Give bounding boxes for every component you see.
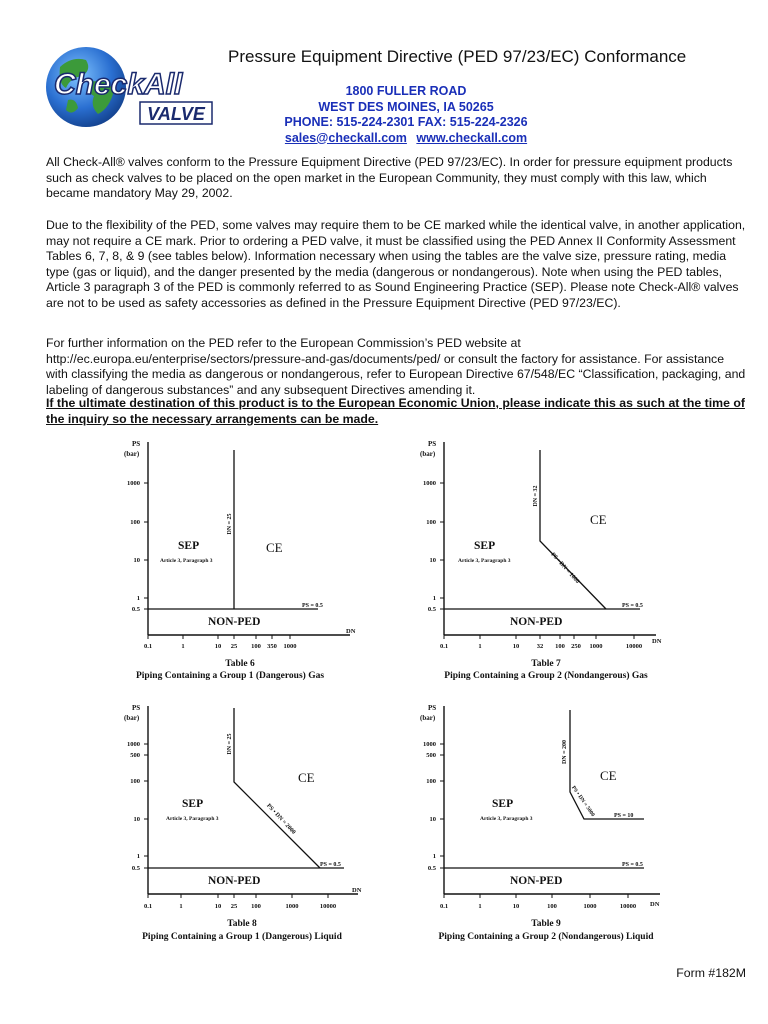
x-tick-label: 350 bbox=[267, 643, 277, 650]
boundary-label-ps: PS = 0.5 bbox=[622, 603, 643, 609]
y-tick-label: 1 bbox=[136, 595, 140, 602]
x-tick-label: 100 bbox=[555, 643, 565, 650]
email-link[interactable]: sales@checkall.com bbox=[284, 130, 407, 145]
region-nonped-label: NON-PED bbox=[208, 616, 261, 628]
logo-check-text: Check bbox=[54, 68, 145, 101]
x-tick-label: 10000 bbox=[619, 903, 637, 910]
x-tick-label: 250 bbox=[571, 643, 581, 650]
y-axis-label-ps: PS bbox=[132, 440, 141, 448]
boundary-lines bbox=[148, 708, 344, 868]
x-axis-label: DN bbox=[352, 887, 362, 894]
chart-subtitle: Piping Containing a Group 1 (Dangerous) Liquid bbox=[142, 932, 342, 942]
y-tick-label: 10 bbox=[133, 557, 140, 564]
y-tick-label: 500 bbox=[130, 752, 140, 759]
x-axis-label: DN bbox=[652, 638, 662, 645]
x-tick-label: 1000 bbox=[283, 643, 297, 650]
y-axis-label-bar: (bar) bbox=[420, 714, 436, 722]
x-tick-label: 1 bbox=[478, 643, 482, 650]
region-sep-label: SEP bbox=[178, 540, 200, 552]
x-tick-label: 1000 bbox=[285, 903, 299, 910]
chart-table-6 bbox=[100, 432, 370, 684]
ce-mark: CE bbox=[590, 512, 607, 527]
region-nonped-label: NON-PED bbox=[510, 616, 563, 628]
region-sep-label: SEP bbox=[492, 798, 514, 810]
boundary-label-ps: PS = 0.5 bbox=[302, 603, 323, 609]
x-tick-label: 32 bbox=[536, 643, 544, 650]
x-tick-label: 10 bbox=[512, 643, 520, 650]
boundary-label-ps: PS = 0.5 bbox=[320, 862, 341, 868]
x-tick-label: 1000 bbox=[583, 903, 597, 910]
chart-subtitle: Piping Containing a Group 1 (Dangerous) Gas bbox=[135, 671, 325, 681]
y-tick-label: 0.5 bbox=[131, 606, 140, 613]
x-tick-label: 1 bbox=[181, 643, 185, 650]
y-tick-label: 10 bbox=[429, 557, 436, 564]
region-sep-sublabel: Article 3, Paragraph 3 bbox=[166, 816, 219, 822]
address-block bbox=[256, 84, 556, 146]
chart-title: Table 8 bbox=[227, 919, 257, 929]
region-sep-sublabel: Article 3, Paragraph 3 bbox=[160, 558, 213, 564]
ce-mark: CE bbox=[266, 540, 283, 555]
region-sep-label: SEP bbox=[474, 540, 496, 552]
y-axis-label-bar: (bar) bbox=[124, 714, 140, 722]
x-tick-label: 25 bbox=[230, 643, 238, 650]
x-tick-label: 1000 bbox=[589, 643, 603, 650]
boundary-label-psdn: PS • DN = 2000 bbox=[265, 802, 297, 836]
website-link[interactable]: www.checkall.com bbox=[416, 130, 528, 145]
x-tick-label: 100 bbox=[251, 643, 261, 650]
x-tick-label: 1 bbox=[179, 903, 183, 910]
chart-subtitle: Piping Containing a Group 2 (Nondangerous) Liquid bbox=[438, 932, 654, 942]
region-nonped-label: NON-PED bbox=[208, 875, 261, 887]
x-tick-label: 1 bbox=[478, 903, 482, 910]
x-axis-label: DN bbox=[346, 628, 356, 635]
y-tick-label: 100 bbox=[130, 778, 140, 785]
y-axis-label-ps: PS bbox=[428, 440, 437, 448]
x-tick-label: 10000 bbox=[319, 903, 337, 910]
boundary-lines bbox=[444, 450, 640, 609]
region-sep-sublabel: Article 3, Paragraph 3 bbox=[480, 816, 533, 822]
y-axis-label-bar: (bar) bbox=[124, 450, 140, 458]
logo-all-text: All bbox=[144, 68, 183, 101]
chart-title: Table 6 bbox=[225, 659, 255, 669]
y-tick-label: 1000 bbox=[127, 480, 140, 487]
boundary-label-dn: DN = 32 bbox=[533, 485, 539, 507]
ce-mark: CE bbox=[600, 768, 617, 783]
boundary-label-dn: DN = 25 bbox=[227, 513, 233, 535]
destination-notice: If the ultimate destination of this product is to the European Economic Union, please indicate this as such at the time of the inquiry so the necessary arrangements can be made. bbox=[46, 396, 745, 426]
x-tick-label: 10 bbox=[512, 903, 520, 910]
region-sep-label: SEP bbox=[182, 798, 204, 810]
boundary-label-dn: DN = 200 bbox=[562, 739, 568, 765]
phone-fax: PHONE: 515-224-2301 FAX: 515-224-2326 bbox=[284, 115, 528, 129]
chart-table-8 bbox=[100, 698, 370, 946]
boundary-label-psdn: PS • DN = 1000 bbox=[549, 551, 581, 585]
x-tick-label: 10 bbox=[214, 643, 222, 650]
boundary-label-dn: DN = 25 bbox=[227, 733, 233, 755]
y-tick-label: 1000 bbox=[423, 480, 436, 487]
x-tick-label: 100 bbox=[547, 903, 557, 910]
y-tick-label: 0.5 bbox=[131, 865, 140, 872]
checkall-logo bbox=[40, 42, 215, 132]
chart-table-7 bbox=[400, 432, 680, 684]
page-title: Pressure Equipment Directive (PED 97/23/EC) Conformance bbox=[228, 47, 687, 66]
x-tick-label: 10000 bbox=[625, 643, 643, 650]
y-tick-label: 0.5 bbox=[427, 606, 436, 613]
y-axis-label-ps: PS bbox=[428, 704, 437, 712]
y-tick-label: 1000 bbox=[423, 741, 436, 748]
y-tick-label: 100 bbox=[426, 778, 436, 785]
x-tick-label: 10 bbox=[214, 903, 222, 910]
y-tick-label: 0.5 bbox=[427, 865, 436, 872]
y-tick-label: 1 bbox=[432, 853, 436, 860]
further-info-paragraph: For further information on the PED refer to the European Commission’s PED website at http://ec.europa.eu/enterprise/sectors/pressure-and-gas/documents/ped/ or consult the factory for assistance. For assistance with classifying the media as dangerous or nondangerous, refer to European Directive 67/548/EC “Classification, packaging, and labeling of dangerous substances” and any subsequent Directives amending it. bbox=[46, 336, 746, 397]
boundary-label-ps: PS = 0.5 bbox=[622, 862, 643, 868]
logo-valve-text: VALVE bbox=[147, 104, 205, 124]
address-street: 1800 FULLER ROAD bbox=[345, 84, 467, 98]
region-sep-sublabel: Article 3, Paragraph 3 bbox=[458, 558, 511, 564]
address-city: WEST DES MOINES, IA 50265 bbox=[318, 99, 494, 114]
boundary-label-ps10: PS = 10 bbox=[614, 813, 634, 819]
x-tick-label: 0.1 bbox=[143, 643, 153, 650]
form-number: Form #182M bbox=[676, 966, 746, 980]
y-tick-label: 10 bbox=[133, 816, 140, 823]
y-tick-label: 10 bbox=[429, 816, 436, 823]
boundary-lines bbox=[444, 710, 644, 868]
chart-title: Table 7 bbox=[531, 659, 561, 669]
y-axis-label-bar: (bar) bbox=[420, 450, 436, 458]
y-axis-label-ps: PS bbox=[132, 704, 141, 712]
x-tick-label: 100 bbox=[251, 903, 261, 910]
ce-mark: CE bbox=[298, 770, 315, 785]
x-tick-label: 0.1 bbox=[143, 903, 153, 910]
y-tick-label: 1 bbox=[432, 595, 436, 602]
region-nonped-label: NON-PED bbox=[510, 875, 563, 887]
x-tick-label: 25 bbox=[230, 903, 238, 910]
contact-links bbox=[256, 131, 556, 147]
intro-paragraph: All Check-All® valves conform to the Pressure Equipment Directive (PED 97/23/EC). In order for pressure equipment products such as check valves to be placed on the open market in the European Community, they must comply with this law, which became mandatory May 29, 2002. bbox=[46, 155, 733, 201]
y-tick-label: 1 bbox=[136, 853, 140, 860]
y-tick-label: 100 bbox=[130, 519, 140, 526]
chart-subtitle: Piping Containing a Group 2 (Nondangerous) Gas bbox=[444, 671, 648, 681]
y-tick-label: 1000 bbox=[127, 741, 140, 748]
boundary-lines bbox=[148, 450, 318, 609]
boundary-label-psdn: PS • DN = 5000 bbox=[570, 784, 596, 818]
flexibility-paragraph: Due to the flexibility of the PED, some valves may require them to be CE marked while the identical valve, in another application, may not require a CE mark. Prior to ordering a PED valve, it must be classified using the PED Annex II Conformity Assessment Tables 6, 7, 8, & 9 (see tables below). Information necessary when using the tables are the valve size, pressure rating, media type (gas or liquid), and the danger presented by the media (dangerous or nondangerous). Note when using the PED tables, Article 3 paragraph 3 of the PED is commonly referred to as Sound Engineering Practice (SEP). Please note Check-All® valves are not to be used as safety accessories as defined in the Pressure Equipment Directive (PED 97/23/EC). bbox=[46, 218, 746, 310]
x-axis-label: DN bbox=[650, 901, 660, 908]
y-tick-label: 100 bbox=[426, 519, 436, 526]
x-tick-label: 0.1 bbox=[439, 903, 449, 910]
chart-title: Table 9 bbox=[531, 919, 561, 929]
x-tick-label: 0.1 bbox=[439, 643, 449, 650]
y-tick-label: 500 bbox=[426, 752, 436, 759]
chart-table-9 bbox=[400, 698, 690, 946]
